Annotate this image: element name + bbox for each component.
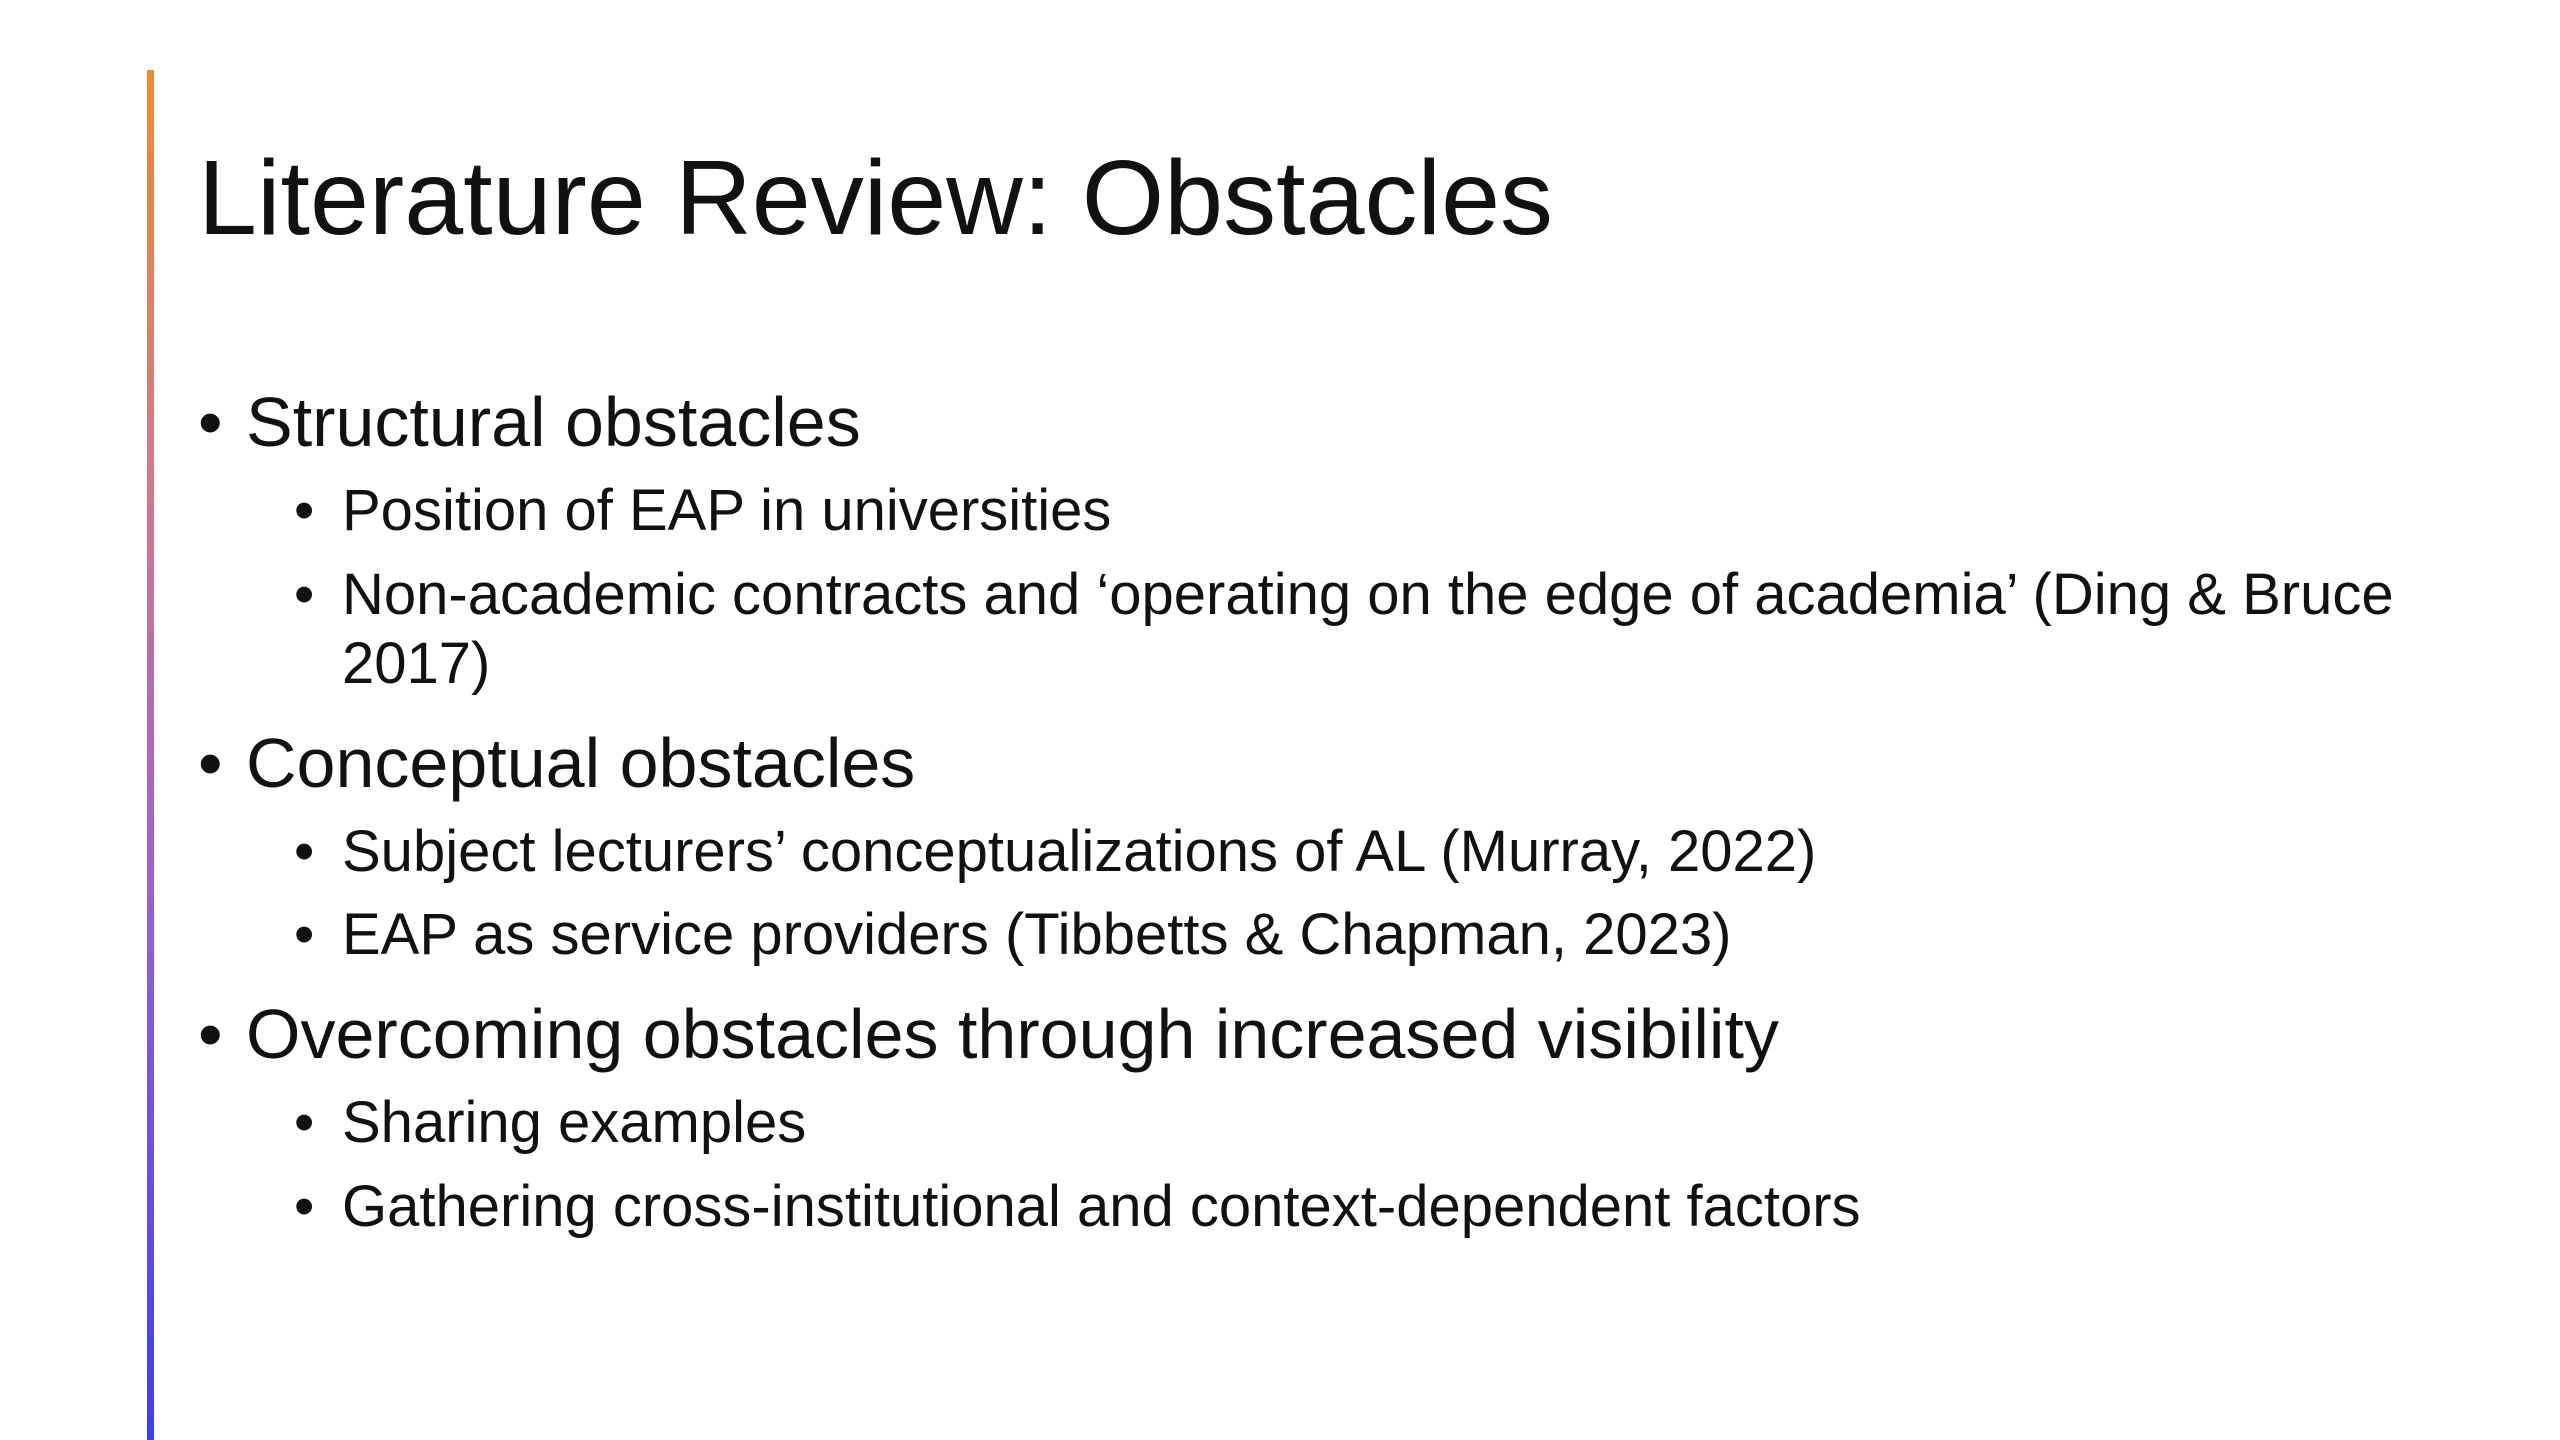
bullet-glyph: • (294, 1089, 315, 1155)
bullet-structural-obstacles (198, 380, 2448, 464)
bullet-text: Overcoming obstacles through increased visibility (246, 994, 1779, 1073)
bullet-glyph: • (198, 383, 223, 461)
sub-bullet-list (198, 817, 2448, 970)
sub-bullet (198, 476, 2448, 546)
bullet-glyph: • (294, 1173, 315, 1239)
sub-bullet (198, 1088, 2448, 1158)
sub-bullet (198, 1172, 2448, 1242)
sub-bullet-text: Subject lecturers’ conceptualizations of AL (Murray, 2022) (342, 818, 1817, 884)
sub-bullet (198, 900, 2448, 970)
bullet-glyph: • (198, 994, 223, 1073)
bullet-glyph: • (294, 902, 315, 968)
bullet-overcoming-obstacles (198, 992, 2448, 1076)
sub-bullet (198, 560, 2448, 699)
sub-bullet-text: Non-academic contracts and ‘operating on the edge of academia’ (Ding & Bruce 2017) (342, 561, 2394, 697)
sub-bullet-list (198, 476, 2448, 699)
bullet-glyph: • (294, 561, 315, 627)
slide-title: Literature Review: Obstacles (198, 139, 1554, 257)
bullet-text: Structural obstacles (246, 383, 861, 461)
bullet-glyph: • (198, 723, 223, 802)
sub-bullet-text: Gathering cross-institutional and context-dependent factors (342, 1173, 1861, 1239)
bullet-glyph: • (294, 478, 315, 543)
bullet-glyph: • (294, 818, 315, 884)
bullet-conceptual-obstacles (198, 721, 2448, 805)
sub-bullet-text: EAP as service providers (Tibbetts & Chapman, 2023) (342, 902, 1732, 968)
sub-bullet-text: Position of EAP in universities (342, 478, 1112, 543)
accent-bar (147, 70, 154, 1440)
sub-bullet (198, 817, 2448, 887)
sub-bullet-text: Sharing examples (342, 1089, 807, 1155)
bullet-text: Conceptual obstacles (246, 723, 916, 802)
sub-bullet-list (198, 1088, 2448, 1241)
slide-content (198, 380, 2448, 1263)
